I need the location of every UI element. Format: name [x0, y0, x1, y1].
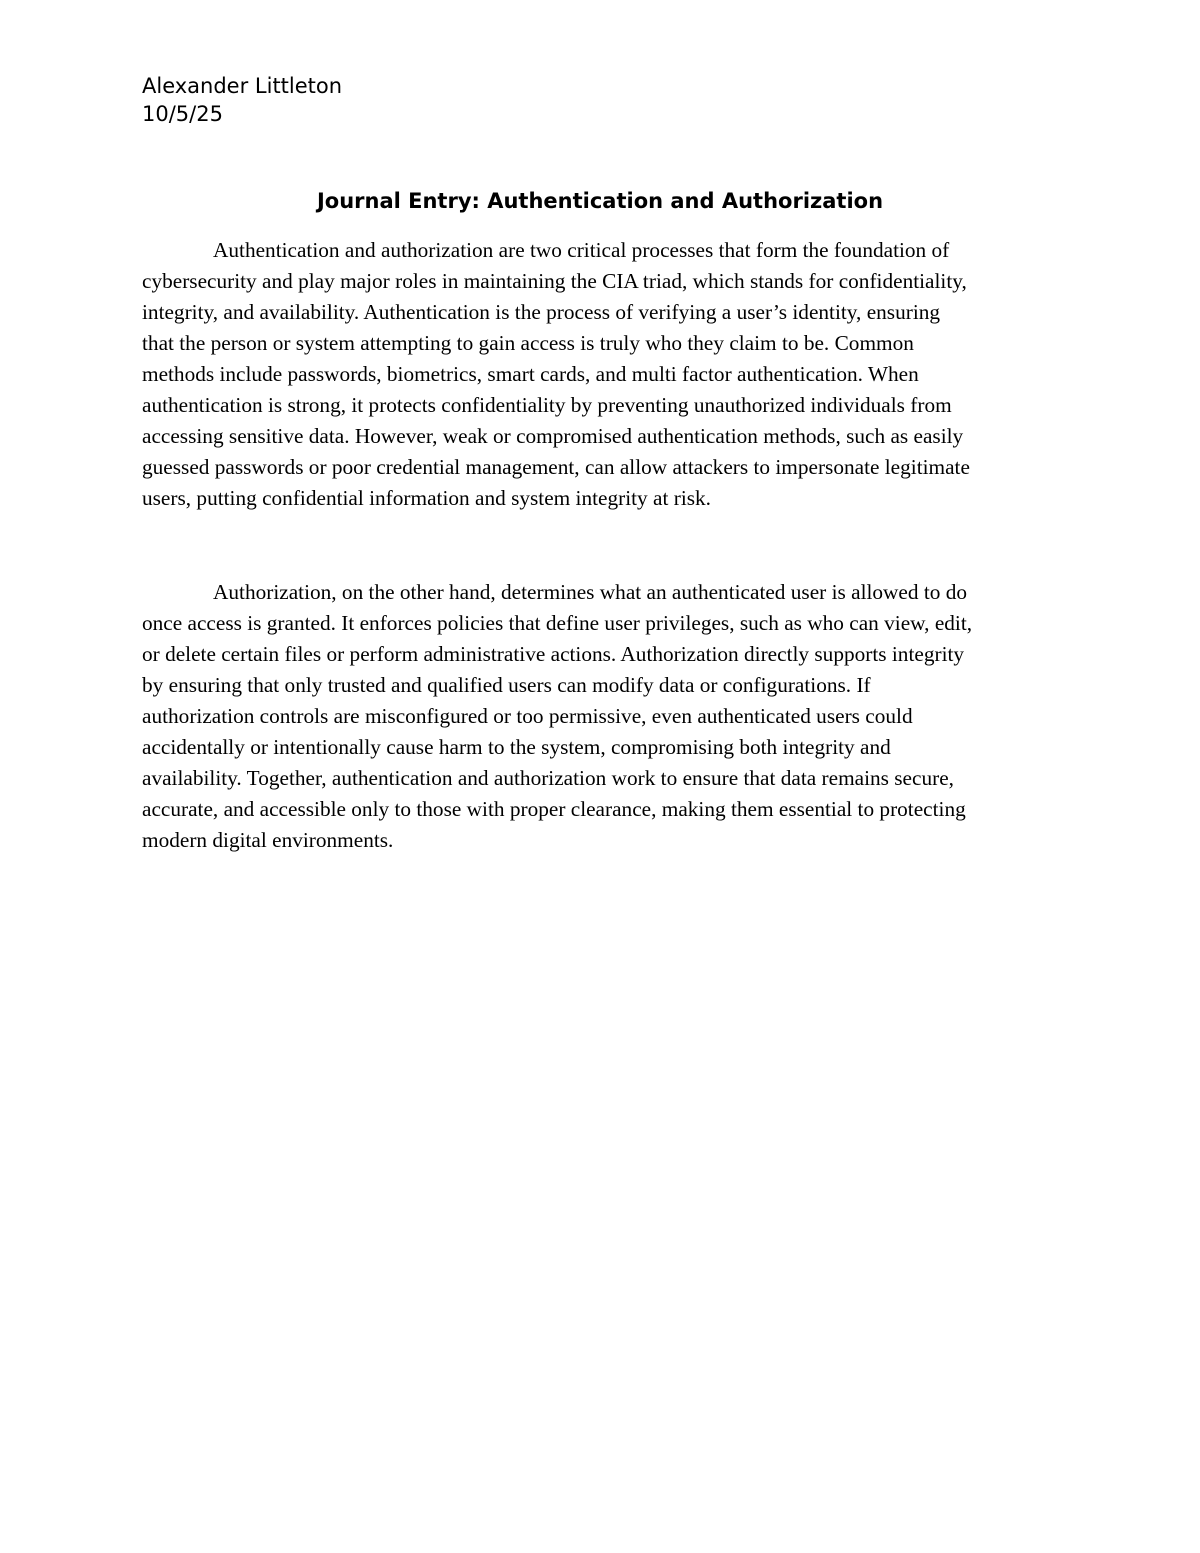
paragraph-line: Authorization, on the other hand, determines what an authenticated user is allowed to do	[213, 580, 968, 604]
paragraph-line: accidentally or intentionally cause harm to the system, compromising both integrity and	[142, 735, 891, 759]
paragraph-line: guessed passwords or poor credential management, can allow attackers to impersonate legitimate	[142, 455, 970, 479]
paragraph-line: cybersecurity and play major roles in maintaining the CIA triad, which stands for confidentiality,	[142, 269, 967, 293]
paragraph-line: by ensuring that only trusted and qualified users can modify data or configurations. If	[142, 673, 871, 697]
paragraph-line: that the person or system attempting to gain access is truly who they claim to be. Common	[142, 331, 914, 355]
paragraph-line: authorization controls are misconfigured or too permissive, even authenticated users could	[142, 704, 913, 728]
paragraph-2	[142, 577, 1062, 856]
paragraph-line: once access is granted. It enforces policies that define user privileges, such as who can view, edit,	[142, 611, 973, 635]
author-name: Alexander Littleton	[142, 74, 343, 98]
paragraph-line: users, putting confidential information and system integrity at risk.	[142, 486, 711, 510]
document-title: Journal Entry: Authentication and Authorization	[316, 189, 884, 213]
paragraph-line: integrity, and availability. Authentication is the process of verifying a user’s identity, ensuring	[142, 300, 941, 324]
paragraph-line: accurate, and accessible only to those with proper clearance, making them essential to protecting	[142, 797, 966, 821]
paragraph-line: Authentication and authorization are two critical processes that form the foundation of	[213, 238, 950, 262]
document-date: 10/5/25	[142, 102, 223, 126]
paragraph-line: modern digital environments.	[142, 828, 394, 852]
paragraph-1	[142, 235, 1062, 514]
paragraph-line: availability. Together, authentication and authorization work to ensure that data remains secure,	[142, 766, 954, 790]
document-header	[142, 72, 342, 128]
paragraph-line: or delete certain files or perform administrative actions. Authorization directly supports integrity	[142, 642, 965, 666]
paragraph-line: methods include passwords, biometrics, smart cards, and multi factor authentication. When	[142, 362, 919, 386]
paragraph-line: authentication is strong, it protects confidentiality by preventing unauthorized individuals from	[142, 393, 952, 417]
paragraph-line: accessing sensitive data. However, weak or compromised authentication methods, such as easily	[142, 424, 964, 448]
